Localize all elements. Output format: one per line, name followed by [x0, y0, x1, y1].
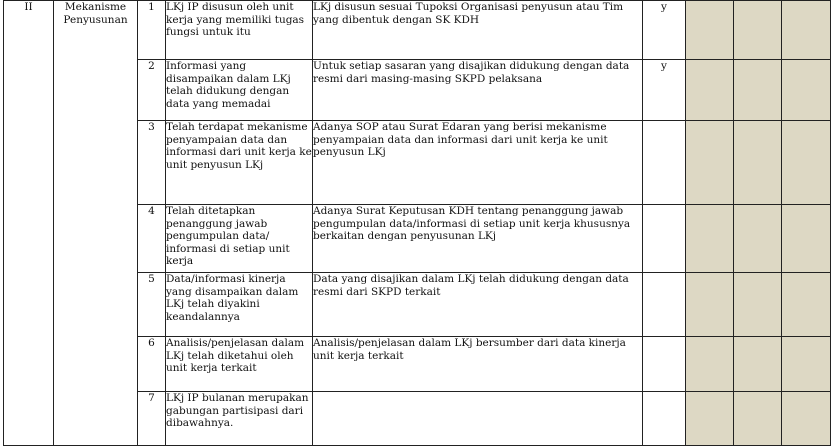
criterion-cell: Telah terdapat mekanisme penyampaian data dan informasi dari unit kerja ke unit penyusun LKj: [166, 121, 313, 205]
row-number: [138, 205, 166, 273]
mark-cell: [643, 337, 686, 392]
score-cell: [686, 205, 734, 273]
score-cell: [782, 392, 831, 446]
row-number: [138, 337, 166, 392]
row-number: [138, 273, 166, 337]
explanation-cell: Data yang disajikan dalam LKj telah didukung dengan data resmi dari SKPD terkait: [313, 273, 643, 337]
row-number: [138, 392, 166, 446]
section-title: [54, 1, 138, 446]
score-cell: [782, 337, 831, 392]
criterion-cell: Analisis/penjelasan dalam LKj telah diketahui oleh unit kerja terkait: [166, 337, 313, 392]
mark-cell: [643, 205, 686, 273]
score-cell: [734, 205, 782, 273]
score-cell: [734, 60, 782, 121]
table-row: [4, 1, 831, 60]
row-number-label: 6: [148, 337, 155, 349]
mark-label: y: [661, 60, 667, 72]
section-title-line1: Mekanisme: [64, 1, 127, 13]
row-number: [138, 1, 166, 60]
criterion-cell: Telah ditetapkan penanggung jawab pengumpulan data/ informasi di setiap unit kerja: [166, 205, 313, 273]
section-number: [4, 1, 54, 446]
explanation-cell: [313, 392, 643, 446]
mark-cell: [643, 60, 686, 121]
row-number-label: 3: [148, 121, 155, 133]
score-cell: [782, 273, 831, 337]
row-number-label: 5: [148, 273, 155, 285]
section-title-line2: Penyusunan: [63, 13, 128, 26]
criterion-cell: LKj IP disusun oleh unit kerja yang memiliki tugas fungsi untuk itu: [166, 1, 313, 60]
criterion-cell: LKj IP bulanan merupakan gabungan partisipasi dari dibawahnya.: [166, 392, 313, 446]
evaluation-table: [3, 0, 831, 446]
explanation-cell: Adanya Surat Keputusan KDH tentang penanggung jawab pengumpulan data/informasi di setiap unit kerja khususnya berkaitan dengan penyusunan LKj: [313, 205, 643, 273]
score-cell: [686, 121, 734, 205]
mark-label: y: [661, 1, 667, 13]
section-number-label: II: [24, 1, 33, 13]
row-number: [138, 60, 166, 121]
explanation-cell: Analisis/penjelasan dalam LKj bersumber dari data kinerja unit kerja terkait: [313, 337, 643, 392]
explanation-cell: Untuk setiap sasaran yang disajikan didukung dengan data resmi dari masing-masing SKPD pelaksana: [313, 60, 643, 121]
score-cell: [782, 1, 831, 60]
row-number-label: 7: [148, 392, 155, 404]
explanation-cell: Adanya SOP atau Surat Edaran yang berisi mekanisme penyampaian data dan informasi dari unit kerja ke unit penyusun LKj: [313, 121, 643, 205]
criterion-cell: Data/informasi kinerja yang disampaikan dalam LKj telah diyakini keandalannya: [166, 273, 313, 337]
mark-cell: [643, 392, 686, 446]
score-cell: [686, 1, 734, 60]
score-cell: [734, 337, 782, 392]
score-cell: [734, 1, 782, 60]
row-number: [138, 121, 166, 205]
mark-cell: [643, 1, 686, 60]
row-number-label: 2: [148, 60, 155, 72]
score-cell: [686, 392, 734, 446]
row-number-label: 4: [148, 205, 155, 217]
mark-cell: [643, 121, 686, 205]
mark-cell: [643, 273, 686, 337]
score-cell: [782, 205, 831, 273]
score-cell: [734, 273, 782, 337]
score-cell: [686, 60, 734, 121]
score-cell: [686, 337, 734, 392]
score-cell: [782, 121, 831, 205]
score-cell: [734, 392, 782, 446]
score-cell: [734, 121, 782, 205]
explanation-cell: LKj disusun sesuai Tupoksi Organisasi penyusun atau Tim yang dibentuk dengan SK KDH: [313, 1, 643, 60]
score-cell: [686, 273, 734, 337]
row-number-label: 1: [148, 1, 155, 13]
score-cell: [782, 60, 831, 121]
criterion-cell: Informasi yang disampaikan dalam LKj telah didukung dengan data yang memadai: [166, 60, 313, 121]
